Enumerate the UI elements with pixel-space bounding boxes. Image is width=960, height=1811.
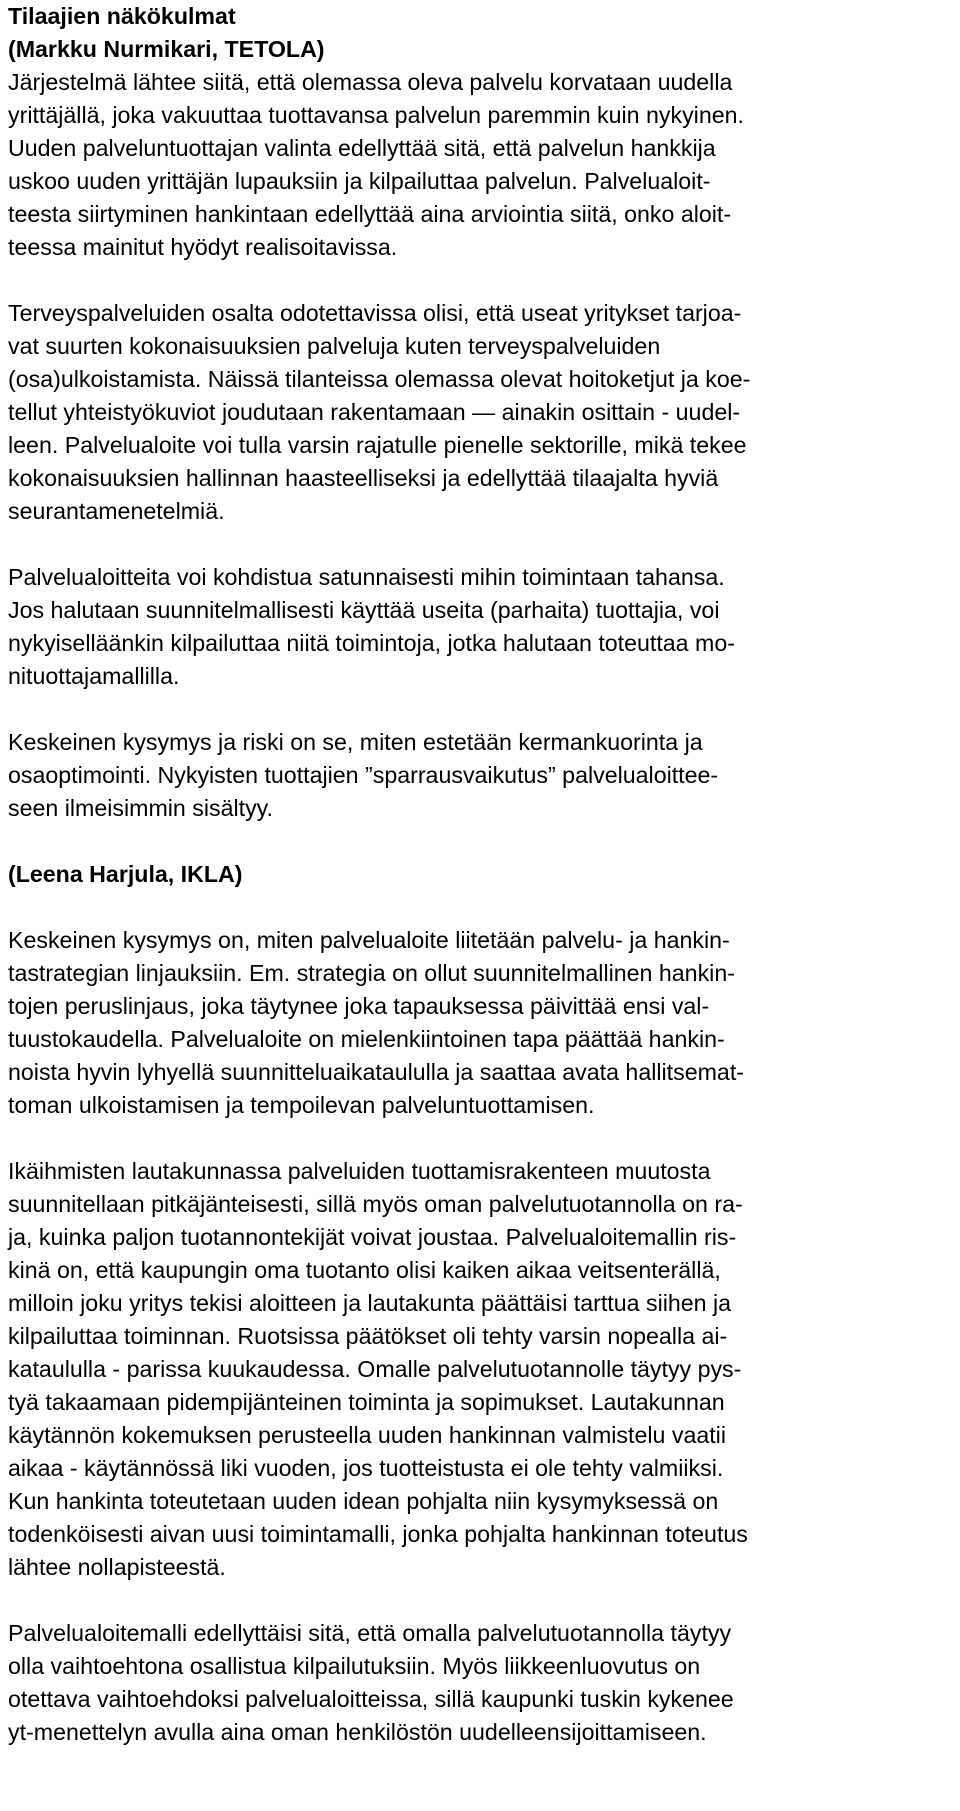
text-line: Palvelualoitteita voi kohdistua satunnaisesti mihin toimintaan tahansa. <box>8 564 725 590</box>
paragraph <box>8 297 954 528</box>
heading-line: (Markku Nurmikari, TETOLA) <box>8 36 325 62</box>
document-page <box>8 0 954 1749</box>
heading-line: Tilaajien näkökulmat <box>8 3 236 29</box>
text-line: yrittäjällä, joka vakuuttaa tuottavansa palvelun paremmin kuin nykyinen. <box>8 102 744 128</box>
text-line: kataululla - parissa kuukaudessa. Omalle palvelutuotannolle täytyy pys- <box>8 1356 742 1382</box>
text-line: vat suurten kokonaisuuksien palveluja kuten terveyspalveluiden <box>8 333 661 359</box>
text-line: seurantamenetelmiä. <box>8 498 225 524</box>
text-line: uskoo uuden yrittäjän lupauksiin ja kilpailuttaa palvelun. Palvelualoit- <box>8 168 711 194</box>
text-line: kokonaisuuksien hallinnan haasteelliseksi ja edellyttää tilaajalta hyviä <box>8 465 719 491</box>
section-heading <box>8 858 954 891</box>
text-line: tastrategian linjauksiin. Em. strategia on ollut suunnitelmallinen hankin- <box>8 960 735 986</box>
text-line: nituottajamallilla. <box>8 663 180 689</box>
text-line: tellut yhteistyökuviot joudutaan rakentamaan — ainakin osittain - uudel- <box>8 399 741 425</box>
paragraph-gap <box>8 891 954 924</box>
text-line: lähtee nollapisteestä. <box>8 1554 226 1580</box>
text-line: käytännön kokemuksen perusteella uuden hankinnan valmistelu vaatii <box>8 1422 726 1448</box>
text-line: kinä on, että kaupungin oma tuotanto olisi kaiken aikaa veitsenterällä, <box>8 1257 721 1283</box>
text-line: seen ilmeisimmin sisältyy. <box>8 795 273 821</box>
text-line: tyä takaamaan pidempijänteinen toiminta ja sopimukset. Lautakunnan <box>8 1389 725 1415</box>
text-line: noista hyvin lyhyellä suunnitteluaikataululla ja saattaa avata hallitsemat- <box>8 1059 744 1085</box>
text-line: teessa mainitut hyödyt realisoitavissa. <box>8 234 398 260</box>
text-line: Keskeinen kysymys on, miten palvelualoite liitetään palvelu- ja hankin- <box>8 927 730 953</box>
paragraph <box>8 1155 954 1584</box>
paragraph <box>8 1617 954 1749</box>
paragraph <box>8 924 954 1122</box>
text-line: kilpailuttaa toiminnan. Ruotsissa päätökset oli tehty varsin nopealla ai- <box>8 1323 728 1349</box>
text-line: toman ulkoistamisen ja tempoilevan palveluntuottamisen. <box>8 1092 595 1118</box>
text-line: todenköisesti aivan uusi toimintamalli, jonka pohjalta hankinnan toteutus <box>8 1521 748 1547</box>
text-line: leen. Palvelualoite voi tulla varsin rajatulle pienelle sektorille, mikä tekee <box>8 432 747 458</box>
paragraph-gap <box>8 1584 954 1617</box>
text-line: milloin joku yritys tekisi aloitteen ja lautakunta päättäisi tarttua siihen ja <box>8 1290 732 1316</box>
section-heading <box>8 0 954 66</box>
text-line: tuustokaudella. Palvelualoite on mielenkiintoinen tapa päättää hankin- <box>8 1026 725 1052</box>
text-line: teesta siirtyminen hankintaan edellyttää aina arviointia siitä, onko aloit- <box>8 201 732 227</box>
text-line: aikaa - käytännössä liki vuoden, jos tuotteistusta ei ole tehty valmiiksi. <box>8 1455 724 1481</box>
text-line: osaoptimointi. Nykyisten tuottajien ”sparrausvaikutus” palvelualoittee- <box>8 762 719 788</box>
text-line: (osa)ulkoistamista. Näissä tilanteissa olemassa olevat hoitoketjut ja koe- <box>8 366 751 392</box>
text-line: olla vaihtoehtona osallistua kilpailutuksiin. Myös liikkeenluovutus on <box>8 1653 701 1679</box>
text-line: nykyiselläänkin kilpailuttaa niitä toimintoja, jotka halutaan toteuttaa mo- <box>8 630 735 656</box>
paragraph <box>8 726 954 825</box>
paragraph-gap <box>8 693 954 726</box>
paragraph-gap <box>8 1122 954 1155</box>
text-line: Palvelualoitemalli edellyttäisi sitä, että omalla palvelutuotannolla täytyy <box>8 1620 732 1646</box>
paragraph-gap <box>8 528 954 561</box>
paragraph <box>8 66 954 264</box>
paragraph <box>8 561 954 693</box>
text-line: Kun hankinta toteutetaan uuden idean pohjalta niin kysymyksessä on <box>8 1488 719 1514</box>
text-line: suunnitellaan pitkäjänteisesti, sillä myös oman palvelutuotannolla on ra- <box>8 1191 743 1217</box>
heading-line: (Leena Harjula, IKLA) <box>8 861 243 887</box>
text-line: Jos halutaan suunnitelmallisesti käyttää useita (parhaita) tuottajia, voi <box>8 597 720 623</box>
paragraph-gap <box>8 264 954 297</box>
text-line: Järjestelmä lähtee siitä, että olemassa oleva palvelu korvataan uudella <box>8 69 733 95</box>
text-line: Keskeinen kysymys ja riski on se, miten estetään kermankuorinta ja <box>8 729 703 755</box>
text-line: yt-menettelyn avulla aina oman henkilöstön uudelleensijoittamiseen. <box>8 1719 707 1745</box>
text-line: otettava vaihtoehdoksi palvelualoitteissa, sillä kaupunki tuskin kykenee <box>8 1686 734 1712</box>
paragraph-gap <box>8 825 954 858</box>
text-line: Ikäihmisten lautakunnassa palveluiden tuottamisrakenteen muutosta <box>8 1158 711 1184</box>
text-line: Uuden palveluntuottajan valinta edellyttää sitä, että palvelun hankkija <box>8 135 716 161</box>
text-line: Terveyspalveluiden osalta odotettavissa olisi, että useat yritykset tarjoa- <box>8 300 742 326</box>
text-line: tojen peruslinjaus, joka täytynee joka tapauksessa päivittää ensi val- <box>8 993 710 1019</box>
text-line: ja, kuinka paljon tuotannontekijät voivat joustaa. Palvelualoitemallin ris- <box>8 1224 737 1250</box>
